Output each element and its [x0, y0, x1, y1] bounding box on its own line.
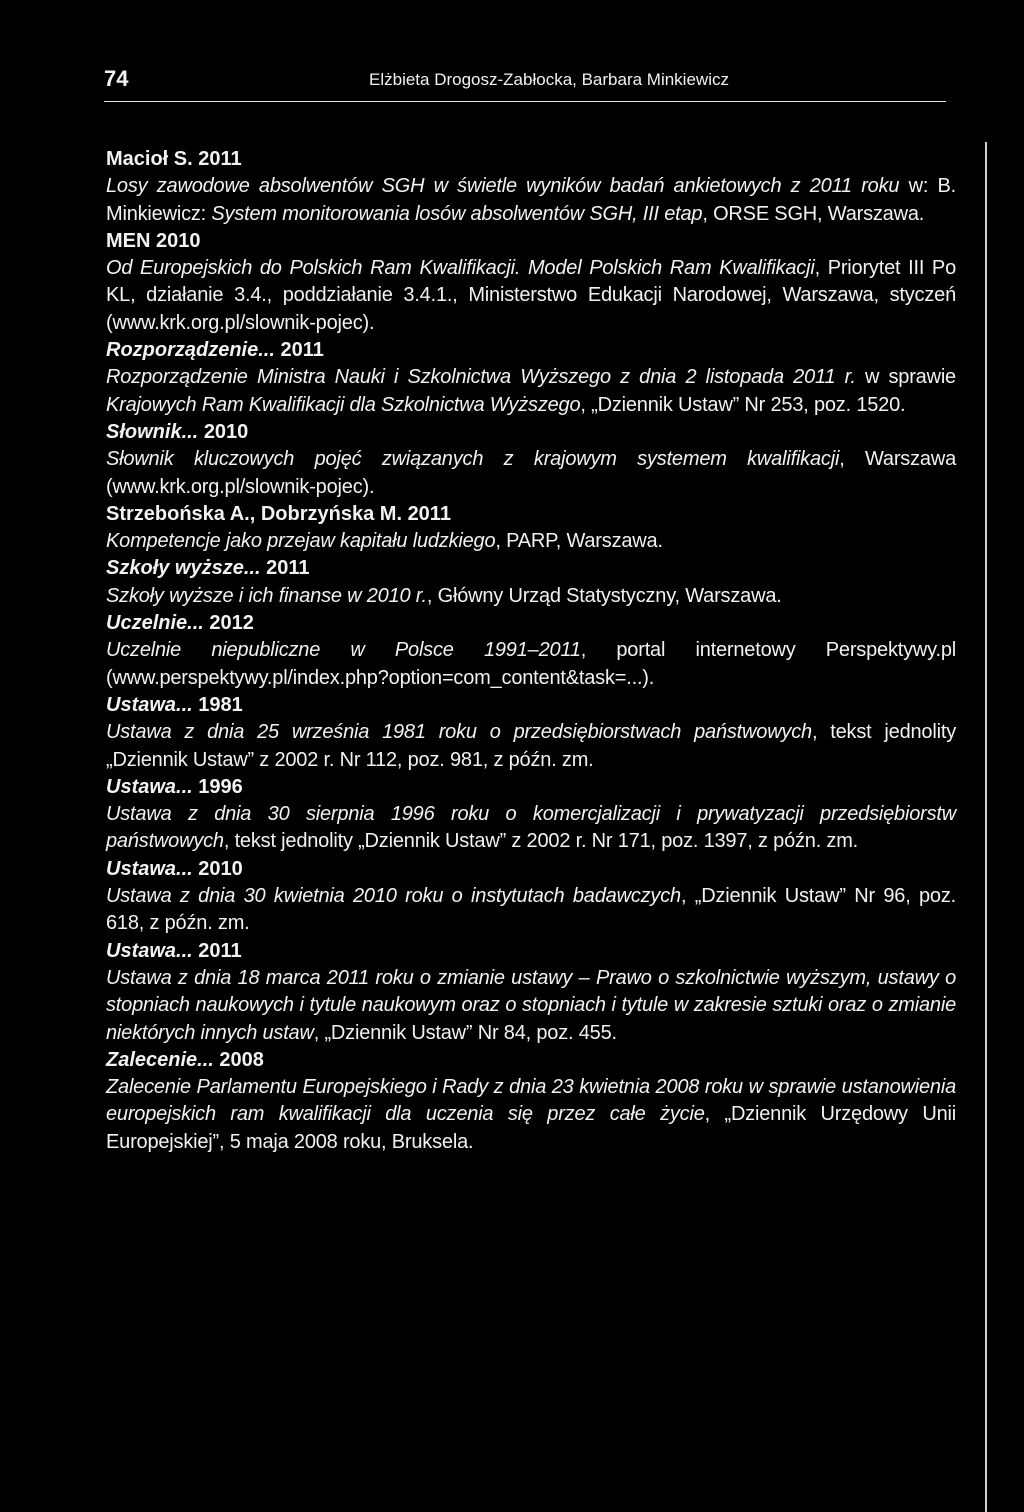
reference-details-secondary: , ORSE SGH, Warszawa.	[702, 202, 925, 225]
reference-heading	[106, 856, 956, 883]
reference-details: w: B. Minkiewicz:	[106, 175, 956, 225]
reference-description	[106, 446, 956, 501]
reference-year: 1996	[198, 775, 243, 798]
reference-details: w sprawie	[855, 366, 956, 389]
reference-year: 2012	[209, 612, 254, 635]
reference-description	[106, 965, 956, 1047]
reference-title: Od Europejskich do Polskich Ram Kwalifikacji. Model Polskich Ram Kwalifikacji	[106, 257, 815, 280]
reference-title-secondary: Krajowych Ram Kwalifikacji dla Szkolnictwa Wyższego	[106, 393, 581, 416]
reference-year: 2010	[156, 229, 201, 252]
reference-author: MEN	[106, 229, 151, 252]
reference-details-secondary: , „Dziennik Ustaw” Nr 253, poz. 1520.	[580, 393, 906, 416]
reference-author: Strzebońska A., Dobrzyńska M.	[106, 502, 402, 525]
reference-title: Ustawa z dnia 30 sierpnia 1996 roku o komercjalizacji i prywatyzacji przedsiębiorstw państwowych	[106, 803, 956, 853]
bibliography-list	[106, 146, 956, 1156]
reference-heading	[106, 228, 956, 255]
reference-year: 2010	[198, 857, 243, 880]
reference-entry	[106, 610, 956, 692]
reference-heading	[106, 938, 956, 965]
reference-entry	[106, 692, 956, 774]
reference-details: , tekst jednolity „Dziennik Ustaw” z 2002 r. Nr 112, poz. 981, z późn. zm.	[106, 721, 956, 771]
page-header	[104, 66, 948, 96]
reference-entry	[106, 774, 956, 856]
reference-heading	[106, 774, 956, 801]
reference-entry	[106, 555, 956, 610]
reference-description	[106, 801, 956, 856]
reference-title: Rozporządzenie Ministra Nauki i Szkolnictwa Wyższego z dnia 2 listopada 2011 r.	[106, 366, 856, 389]
reference-description	[106, 637, 956, 692]
reference-author: Słownik...	[106, 420, 199, 443]
reference-description	[106, 719, 956, 774]
reference-year: 2011	[198, 939, 242, 962]
reference-heading	[106, 146, 956, 173]
reference-author: Ustawa...	[106, 693, 193, 716]
reference-author: Rozporządzenie...	[106, 339, 275, 362]
reference-author: Ustawa...	[106, 857, 193, 880]
reference-description	[106, 173, 956, 228]
reference-heading	[106, 1047, 956, 1074]
header-rule	[104, 101, 946, 102]
reference-year: 2008	[219, 1048, 264, 1071]
reference-heading	[106, 610, 956, 637]
reference-heading	[106, 337, 956, 364]
running-head-authors: Elżbieta Drogosz-Zabłocka, Barbara Minkiewicz	[369, 70, 729, 89]
reference-details: , portal internetowy Perspektywy.pl (www.perspektywy.pl/index.php?option=com_content&task=...).	[106, 639, 956, 689]
reference-entry	[106, 1047, 956, 1156]
reference-entry	[106, 938, 956, 1047]
reference-author: Ustawa...	[106, 775, 193, 798]
reference-entry	[106, 856, 956, 938]
reference-heading	[106, 692, 956, 719]
reference-details: , „Dziennik Ustaw” Nr 84, poz. 455.	[313, 1021, 617, 1044]
reference-title: Losy zawodowe absolwentów SGH w świetle wyników badań ankietowych z 2011 roku	[106, 175, 900, 198]
reference-details: , Priorytet III Po KL, działanie 3.4., poddziałanie 3.4.1., Ministerstwo Edukacji Narodowej, Warszawa, styczeń (www.krk.org.pl/slownik-pojec).	[106, 257, 956, 334]
reference-author: Ustawa...	[106, 939, 193, 962]
reference-details: , Główny Urząd Statystyczny, Warszawa.	[426, 584, 782, 607]
reference-description	[106, 255, 956, 337]
reference-details: , PARP, Warszawa.	[495, 530, 663, 553]
reference-title: Ustawa z dnia 18 marca 2011 roku o zmianie ustawy – Prawo o szkolnictwie wyższym, ustawy o stopniach naukowych i tytule naukowym oraz o stopniach i tytule w zakresie sztuki oraz o zmianie niektórych innych ustaw	[106, 966, 956, 1044]
reference-entry	[106, 228, 956, 337]
reference-description	[106, 583, 956, 610]
reference-entry	[106, 419, 956, 501]
reference-entry	[106, 501, 956, 556]
reference-title-secondary: System monitorowania losów absolwentów SGH, III etap	[211, 202, 703, 225]
reference-title: Szkoły wyższe i ich finanse w 2010 r.	[106, 584, 427, 607]
reference-description	[106, 883, 956, 938]
reference-details: , Warszawa (www.krk.org.pl/slownik-pojec).	[106, 448, 956, 498]
reference-title: Zalecenie Parlamentu Europejskiego i Rady z dnia 23 kwietnia 2008 roku w sprawie ustanowienia europejskich ram kwalifikacji dla uczenia się przez całe życie	[106, 1076, 956, 1126]
reference-year: 2011	[198, 148, 242, 170]
reference-title: Kompetencje jako przejaw kapitału ludzkiego	[106, 530, 496, 553]
reference-description	[106, 1074, 956, 1156]
reference-year: 2011	[407, 502, 451, 525]
reference-heading	[106, 555, 956, 582]
reference-details: , „Dziennik Urzędowy Unii Europejskiej”, 5 maja 2008 roku, Bruksela.	[106, 1103, 956, 1153]
reference-heading	[106, 501, 956, 528]
reference-details: , tekst jednolity „Dziennik Ustaw” z 2002 r. Nr 171, poz. 1397, z późn. zm.	[223, 830, 859, 853]
reference-author: Macioł S.	[106, 148, 193, 170]
reference-description	[106, 364, 956, 419]
reference-description	[106, 528, 956, 555]
reference-title: Ustawa z dnia 30 kwietnia 2010 roku o instytutach badawczych	[106, 885, 681, 908]
reference-heading	[106, 419, 956, 446]
reference-author: Uczelnie...	[106, 612, 204, 635]
reference-details: , „Dziennik Ustaw” Nr 96, poz. 618, z późn. zm.	[106, 885, 957, 935]
margin-rule	[985, 142, 987, 1512]
reference-title: Słownik kluczowych pojęć związanych z krajowym systemem kwalifikacji	[106, 448, 840, 471]
reference-author: Zalecenie...	[106, 1048, 214, 1071]
reference-year: 1981	[198, 693, 243, 716]
reference-year: 2010	[203, 420, 249, 443]
page-number: 74	[104, 66, 129, 91]
reference-year: 2011	[280, 339, 324, 362]
reference-title: Ustawa z dnia 25 września 1981 roku o przedsiębiorstwach państwowych	[106, 721, 812, 744]
reference-author: Szkoły wyższe...	[106, 557, 261, 580]
reference-entry	[106, 337, 956, 419]
reference-title: Uczelnie niepubliczne w Polsce 1991–2011	[106, 639, 581, 662]
reference-entry	[106, 146, 956, 228]
reference-year: 2011	[266, 557, 310, 580]
